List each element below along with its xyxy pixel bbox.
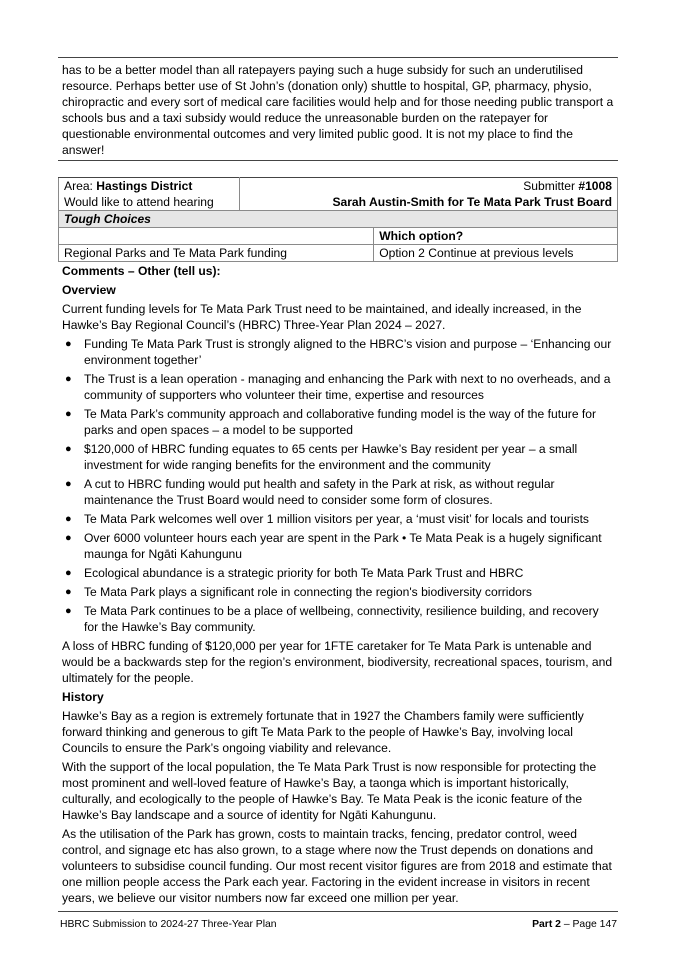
empty-header-cell [59, 228, 374, 245]
option-header-row [59, 228, 618, 245]
overview-bullet-item [62, 530, 614, 562]
footer-part: Part 2 [532, 919, 561, 930]
comments-section [58, 263, 618, 912]
footer-page-number: – Page 147 [560, 919, 617, 930]
bullet-text: A cut to HBRC funding would put health and safety in the Park at risk, as without regular maintenance the Trust Board would need to consider some form of closures. [84, 477, 555, 507]
document-page [58, 0, 618, 912]
topic-cell: Regional Parks and Te Mata Park funding [59, 245, 374, 262]
overview-heading: Overview [62, 283, 116, 297]
overview-bullet-item [62, 406, 614, 438]
submitter-label: Submitter [523, 179, 579, 193]
footer-page-info [532, 917, 617, 933]
history-paragraph: Hawke’s Bay as a region is extremely fortunate that in 1927 the Chambers family were sufficiently forward thinking and generous to gift Te Mata Park to the people of Hawke’s Bay, involving local Councils to ensure the Park’s ongoing viability and relevance. [62, 709, 584, 755]
hearing-text: Would like to attend hearing [64, 195, 214, 209]
area-cell [59, 178, 240, 211]
option-value: Option 2 Continue at previous levels [374, 245, 618, 262]
submission-table [58, 177, 618, 262]
bullet-text: $120,000 of HBRC funding equates to 65 cents per Hawke’s Bay resident per year – a small investment for wide ranging benefits for the environment and the community [84, 442, 578, 472]
overview-bullet-list [62, 336, 614, 635]
bullet-text: Te Mata Park continues to be a place of wellbeing, connectivity, resilience building, and recovery for the Hawke’s Bay community. [84, 604, 599, 634]
bullet-text: Te Mata Park plays a significant role in connecting the region's biodiversity corridors [84, 585, 532, 599]
bullet-text: Funding Te Mata Park Trust is strongly aligned to the HBRC’s vision and purpose – ‘Enhancing our environment together’ [84, 337, 612, 367]
overview-bullet-item [62, 336, 614, 368]
bullet-dot-icon: ● [65, 605, 72, 617]
bullet-dot-icon: ● [65, 373, 72, 385]
history-paragraph: As the utilisation of the Park has grown, costs to maintain tracks, fencing, predator control, weed control, and signage etc has also grown, to a stage where now the Trust depends on donations and volunteers to subsidise council funding. Our most recent visitor figures are from 2018 and estimate that one million people access the Park each year. Factoring in the evident increase in visitors in recent years, we believe our visitor numbers now far exceed one million per year. [62, 827, 612, 905]
overview-closing: A loss of HBRC funding of $120,000 per year for 1FTE caretaker for Te Mata Park is untenable and would be a backwards step for the region’s environment, biodiversity, recreational spaces, tourism, and ultimately for the people. [62, 639, 613, 685]
overview-bullet-item [62, 441, 614, 473]
submitter-row [59, 178, 618, 211]
topic-row [59, 245, 618, 262]
history-heading: History [62, 690, 104, 704]
bullet-text: The Trust is a lean operation - managing and enhancing the Park with next to no overheads, and a community of supporters who volunteer their time, expertise and resources [84, 372, 611, 402]
bullet-dot-icon: ● [65, 408, 72, 420]
overview-intro: Current funding levels for Te Mata Park Trust need to be maintained, and ideally increased, in the Hawke’s Bay Regional Council’s (HBRC) Three-Year Plan 2024 – 2027. [62, 302, 582, 332]
comments-label: Comments – Other (tell us): [62, 264, 221, 278]
bullet-dot-icon: ● [65, 338, 72, 350]
section-title-row [59, 211, 618, 228]
option-header: Which option? [374, 228, 618, 245]
overview-bullet-item [62, 371, 614, 403]
overview-bullet-item [62, 511, 614, 527]
overview-bullet-item [62, 584, 614, 600]
bullet-dot-icon: ● [65, 443, 72, 455]
area-value: Hastings District [96, 179, 193, 193]
overview-bullet-item [62, 565, 614, 581]
bullet-dot-icon: ● [65, 478, 72, 490]
page-footer [60, 917, 617, 933]
overview-bullet-item [62, 603, 614, 635]
submitter-name: Sarah Austin-Smith for Te Mata Park Trust Board [332, 195, 612, 209]
bullet-dot-icon: ● [65, 513, 72, 525]
submitter-number: #1008 [578, 179, 612, 193]
area-label: Area: [64, 179, 97, 193]
footer-title: HBRC Submission to 2024-27 Three-Year Plan [60, 919, 277, 930]
intro-paragraph: has to be a better model than all ratepayers paying such a huge subsidy for such an underutilised resource. Perhaps better use of St John’s (donation only) shuttle to hospital, GP, pharmacy, physio, chiropractic and every sort of medical care facilities would help and for those needing public transport a schools bus and a taxi subsidy would reduce the unreasonable burden on the ratepayer for questionable environmental outcomes and very limited public good. It is not my place to find the answer! [62, 63, 614, 157]
bullet-text: Ecological abundance is a strategic priority for both Te Mata Park Trust and HBRC [84, 566, 524, 580]
bullet-text: Over 6000 volunteer hours each year are spent in the Park • Te Mata Peak is a hugely significant maunga for Ngāti Kahungunu [84, 531, 602, 561]
section-title: Tough Choices [59, 211, 618, 228]
intro-section [58, 58, 618, 161]
bullet-text: Te Mata Park welcomes well over 1 million visitors per year, a ‘must visit’ for locals and tourists [84, 512, 589, 526]
bullet-text: Te Mata Park’s community approach and collaborative funding model is the way of the future for parks and open spaces – a model to be supported [84, 407, 597, 437]
bullet-dot-icon: ● [65, 567, 72, 579]
bullet-dot-icon: ● [65, 532, 72, 544]
overview-bullet-item [62, 476, 614, 508]
submitter-cell [240, 178, 618, 211]
history-paragraph: With the support of the local population, the Te Mata Park Trust is now responsible for protecting the most prominent and well-loved feature of Hawke’s Bay, a taonga which is important historically, culturally, and ecologically to the people of Hawke’s Bay. Te Mata Peak is the iconic feature of the Hawke’s Bay landscape and a source of identity for Ngāti Kahungunu. [62, 760, 597, 822]
bullet-dot-icon: ● [65, 586, 72, 598]
